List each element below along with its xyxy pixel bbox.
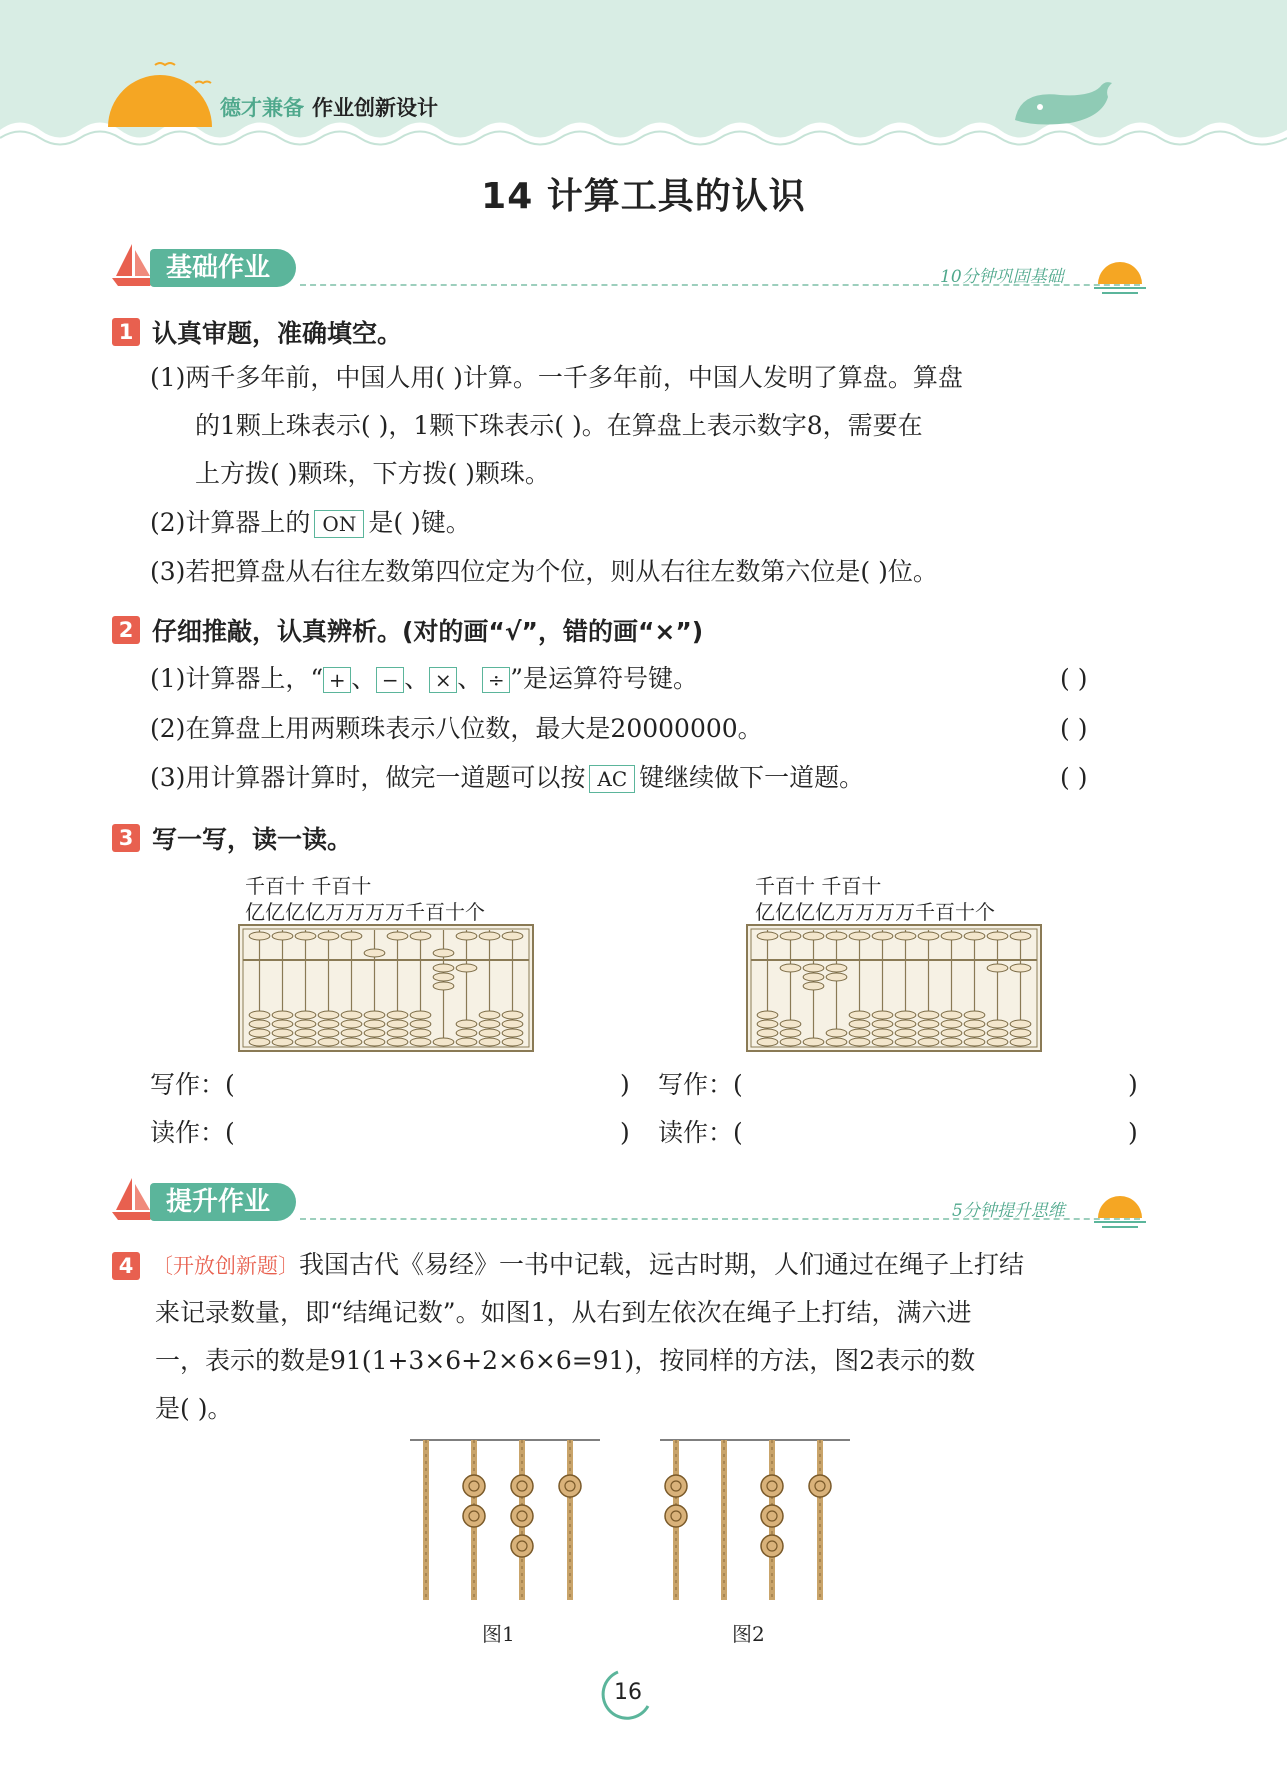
question-4-number: 4	[112, 1252, 140, 1280]
whale-icon	[1010, 75, 1120, 130]
answer-paren: ( )	[1060, 664, 1088, 693]
read-close-2: )	[1128, 1118, 1138, 1147]
minus-key: −	[376, 667, 404, 693]
q2-line-1	[150, 664, 698, 694]
q1-line-2: 的1颗上珠表示( )，1颗下珠表示( )。在算盘上表示数字8，需要在	[195, 411, 923, 440]
section-basic-label: 基础作业	[150, 249, 296, 287]
q2-line-2: (2)在算盘上用两颗珠表示八位数，最大是20000000。	[150, 714, 763, 743]
section-advanced-time: 5分钟提升思维	[952, 1201, 1065, 1221]
write-label-2: 写作：(	[658, 1070, 743, 1099]
abacus-1	[238, 924, 534, 1052]
q1-line-4	[150, 508, 471, 538]
q1-line-3: 上方拨( )颗珠，下方拨( )颗珠。	[195, 459, 550, 488]
small-sun-icon	[1092, 252, 1148, 296]
brand	[220, 92, 438, 122]
figure-1-caption: 图1	[482, 1622, 515, 1646]
read-close-1: )	[620, 1118, 630, 1147]
section-basic-time: 10分钟巩固基础	[940, 267, 1064, 287]
knot-figure-1	[410, 1436, 600, 1606]
figure-2-caption: 图2	[732, 1622, 765, 1646]
q4-line-3: 一，表示的数是91(1+3×6+2×6×6=91)，按同样的方法，图2表示的数	[155, 1346, 976, 1375]
brand-b: 作业创新设计	[312, 96, 438, 120]
question-3-number: 3	[112, 824, 140, 852]
plus-key: +	[323, 667, 351, 693]
q4-line-2: 来记录数量，即“结绳记数”。如图1，从右到左依次在绳子上打结，满六进	[155, 1298, 972, 1327]
abacus-2-label-row-1: 千百十 千百十	[755, 874, 882, 898]
q1-line-4-a: (2)计算器上的	[150, 508, 311, 537]
q2-line-1-a: (1)计算器上，“	[150, 664, 324, 693]
abacus-1-label-row-2: 亿亿亿亿万万万万千百十个	[245, 900, 485, 924]
q1-line-5: (3)若把算盘从右往左数第四位定为个位，则从右往左数第六位是( )位。	[150, 557, 938, 586]
question-3-title: 写一写，读一读。	[152, 825, 353, 854]
on-key: ON	[314, 510, 364, 538]
answer-paren: ( )	[1060, 763, 1088, 792]
sun-icon	[100, 55, 220, 130]
small-sun-icon	[1092, 1186, 1148, 1230]
separator: 、	[351, 664, 377, 693]
answer-paren: ( )	[1060, 714, 1088, 743]
page-number: 16	[614, 1680, 642, 1705]
abacus-2	[746, 924, 1042, 1052]
section-advanced-label: 提升作业	[150, 1183, 296, 1221]
ac-key: AC	[589, 765, 635, 793]
knot-figure-2	[660, 1436, 850, 1606]
q1-line-4-b: 是( )键。	[368, 508, 471, 537]
question-2-number: 2	[112, 616, 140, 644]
q4-line-4: 是( )。	[155, 1394, 233, 1423]
write-close-2: )	[1128, 1070, 1138, 1099]
page-title: 14 计算工具的认识	[481, 176, 806, 217]
separator: 、	[404, 664, 430, 693]
q2-line-3-a: (3)用计算器计算时，做完一道题可以按	[150, 763, 586, 792]
question-1-title: 认真审题，准确填空。	[152, 319, 403, 348]
write-label-1: 写作：(	[150, 1070, 235, 1099]
q4-line-1	[152, 1250, 1024, 1281]
divide-key: ÷	[482, 667, 510, 693]
question-1-number: 1	[112, 318, 140, 346]
write-close-1: )	[620, 1070, 630, 1099]
read-label-1: 读作：(	[150, 1118, 235, 1147]
read-label-2: 读作：(	[658, 1118, 743, 1147]
question-2-title: 仔细推敲，认真辨析。(对的画“√”，错的画“×”)	[152, 617, 704, 646]
q2-line-3-b: 键继续做下一道题。	[639, 763, 865, 792]
q2-line-3	[150, 763, 864, 793]
q4-line-1-text: 我国古代《易经》一书中记载，远古时期，人们通过在绳子上打结	[299, 1250, 1025, 1279]
q1-line-1: (1)两千多年前，中国人用( )计算。一千多年前，中国人发明了算盘。算盘	[150, 363, 963, 392]
separator: 、	[457, 664, 483, 693]
times-key: ×	[429, 667, 457, 693]
brand-a: 德才兼备	[220, 96, 304, 120]
q2-line-1-b: ”是运算符号键。	[510, 664, 699, 693]
open-question-tag: 〔开放创新题〕	[152, 1254, 299, 1278]
abacus-1-label-row-1: 千百十 千百十	[245, 874, 372, 898]
abacus-2-label-row-2: 亿亿亿亿万万万万千百十个	[755, 900, 995, 924]
